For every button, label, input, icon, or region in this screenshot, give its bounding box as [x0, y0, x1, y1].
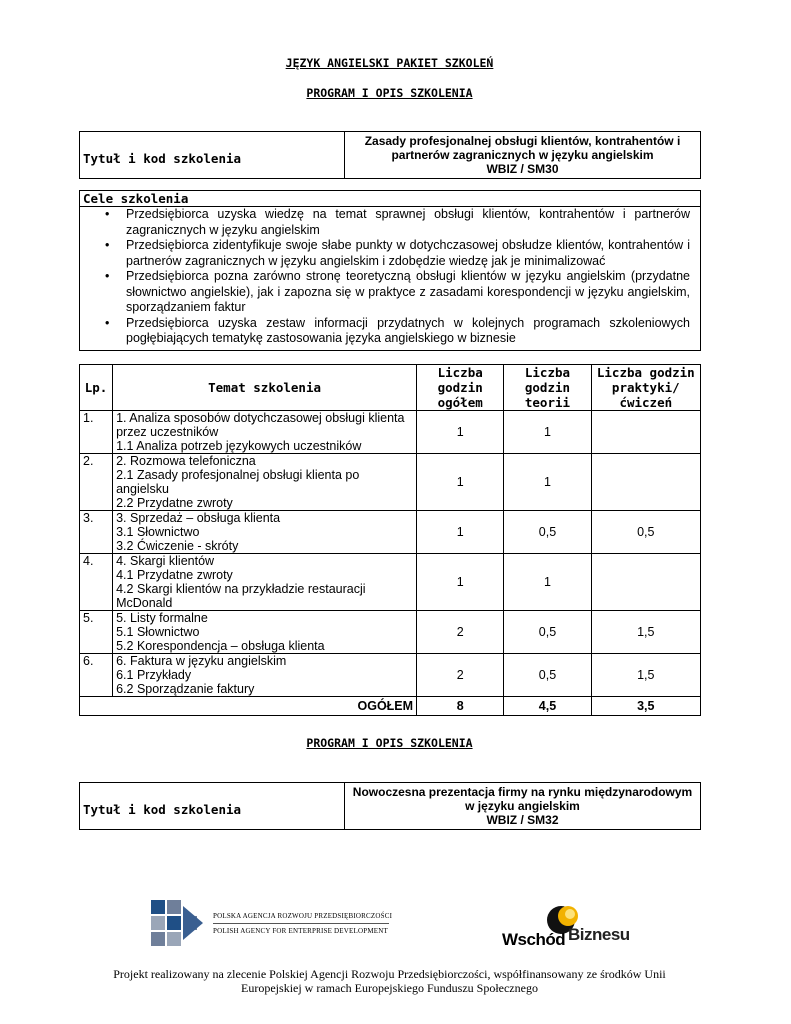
course1-name-line2: partnerów zagranicznych w języku angielskim — [391, 148, 654, 162]
row-topic: 1. Analiza sposobów dotychczasowej obsługi klienta przez uczestników 1.1 Analiza potrzeb językowych uczestników — [113, 411, 417, 454]
table-row — [80, 454, 701, 511]
table-row — [80, 611, 701, 654]
header-theory: Liczba godzin teorii — [504, 365, 591, 411]
row-topic: 2. Rozmowa telefoniczna 2.1 Zasady profesjonalnej obsługi klienta po angielsku 2.2 Przydatne zwroty — [113, 454, 417, 511]
header-practice: Liczba godzin praktyki/ćwiczeń — [591, 365, 700, 411]
goals-list — [80, 207, 700, 347]
summary-label: OGÓŁEM — [80, 697, 417, 716]
goal-item: • Przedsiębiorca uzyska wiedzę na temat sprawnej obsługi klientów, kontrahentów i partnerów zagranicznych w języku angielskim — [105, 207, 690, 237]
course2-name-line2: w języku angielskim — [465, 799, 580, 813]
row-theory: 1 — [504, 454, 591, 511]
row-practice: 0,5 — [591, 511, 700, 554]
header-lp: Lp. — [80, 365, 113, 411]
row-practice: 1,5 — [591, 654, 700, 697]
row-theory: 1 — [504, 411, 591, 454]
header-total: Liczba godzin ogółem — [417, 365, 504, 411]
row-theory: 1 — [504, 554, 591, 611]
row-lp: 4. — [80, 554, 113, 611]
goal-item: • Przedsiębiorca uzyska zestaw informacji przydatnych w kolejnych programach szkoleniowych pogłębiających tematykę zastosowania języka angielskiego w biznesie — [105, 315, 690, 345]
goal-item: • Przedsiębiorca zidentyfikuje swoje słabe punkty w dotychczasowej obsłudze klientów, kontrahentów i partnerów zagranicznych w języku angielskim i zdobędzie wiedzę jak je minimalizować — [105, 238, 690, 268]
summary-total: 8 — [417, 697, 504, 716]
parp-name-pl: POLSKA AGENCJA ROZWOJU PRZEDSIĘBIORCZOŚCI — [213, 912, 393, 920]
row-lp: 1. — [80, 411, 113, 454]
row-theory: 0,5 — [504, 654, 591, 697]
header-topic: Temat szkolenia — [113, 365, 417, 411]
goals-box — [79, 190, 701, 351]
row-topic: 3. Sprzedaż – obsługa klienta 3.1 Słownictwo 3.2 Ćwiczenie - skróty — [113, 511, 417, 554]
logo-word-biznesu: Biznesu — [568, 925, 630, 944]
parp-logo — [149, 898, 399, 954]
table-row — [80, 511, 701, 554]
course1-label: Tytuł i kod szkolenia — [80, 132, 345, 179]
goal-item: • Przedsiębiorca pozna zarówno stronę teoretyczną obsługi klientów w języku angielskim (przydatne słownictwo angielskie), jak i zapozna się w praktyce z zasadami korespondencji w języku angielskim, sporządzaniem faktur — [105, 269, 690, 314]
section-title-2: PROGRAM I OPIS SZKOLENIA — [306, 736, 473, 750]
row-theory: 0,5 — [504, 511, 591, 554]
footer-text: Projekt realizowany na zlecenie Polskiej Agencji Rozwoju Przedsiębiorczości, współfinansowany ze środków Unii Europejskiej w ramach Europejskiego Funduszu Społecznego — [113, 967, 666, 995]
row-total: 2 — [417, 611, 504, 654]
training-plan-table — [79, 364, 701, 716]
document-title: JĘZYK ANGIELSKI PAKIET SZKOLEŃ — [285, 56, 494, 70]
row-lp: 6. — [80, 654, 113, 697]
course2-value — [345, 783, 701, 830]
course2-code: WBIZ / SM32 — [486, 813, 559, 827]
row-practice — [591, 411, 700, 454]
course1-table — [79, 131, 701, 179]
goals-title: Cele szkolenia — [80, 191, 700, 207]
wschod-biznesu-logo — [500, 903, 630, 955]
section-title: PROGRAM I OPIS SZKOLENIA — [306, 86, 473, 100]
row-practice — [591, 554, 700, 611]
row-topic: 4. Skargi klientów 4.1 Przydatne zwroty 4.2 Skargi klientów na przykładzie restauracji McDonald — [113, 554, 417, 611]
table-row — [80, 411, 701, 454]
course1-code: WBIZ / SM30 — [486, 162, 559, 176]
row-topic: 5. Listy formalne 5.1 Słownictwo 5.2 Korespondencja – obsługa klienta — [113, 611, 417, 654]
row-total: 2 — [417, 654, 504, 697]
logo-word-wschod: Wschód — [502, 930, 566, 949]
course1-name-line1: Zasady profesjonalnej obsługi klientów, kontrahentów i — [364, 134, 681, 148]
summary-row — [80, 697, 701, 716]
row-total: 1 — [417, 454, 504, 511]
row-practice — [591, 454, 700, 511]
row-topic: 6. Faktura w języku angielskim 6.1 Przykłady 6.2 Sporządzanie faktury — [113, 654, 417, 697]
row-total: 1 — [417, 511, 504, 554]
row-total: 1 — [417, 411, 504, 454]
course2-table — [79, 782, 701, 830]
parp-name-en: POLISH AGENCY FOR ENTERPRISE DEVELOPMENT — [213, 927, 388, 935]
row-lp: 5. — [80, 611, 113, 654]
parp-emblem-icon — [149, 898, 209, 954]
row-lp: 3. — [80, 511, 113, 554]
row-practice: 1,5 — [591, 611, 700, 654]
summary-practice: 3,5 — [591, 697, 700, 716]
row-lp: 2. — [80, 454, 113, 511]
course2-name-line1: Nowoczesna prezentacja firmy na rynku międzynarodowym — [352, 785, 693, 799]
row-theory: 0,5 — [504, 611, 591, 654]
table-row — [80, 554, 701, 611]
table-row — [80, 654, 701, 697]
summary-theory: 4,5 — [504, 697, 591, 716]
course2-label: Tytuł i kod szkolenia — [80, 783, 345, 830]
row-total: 1 — [417, 554, 504, 611]
course1-value — [345, 132, 701, 179]
